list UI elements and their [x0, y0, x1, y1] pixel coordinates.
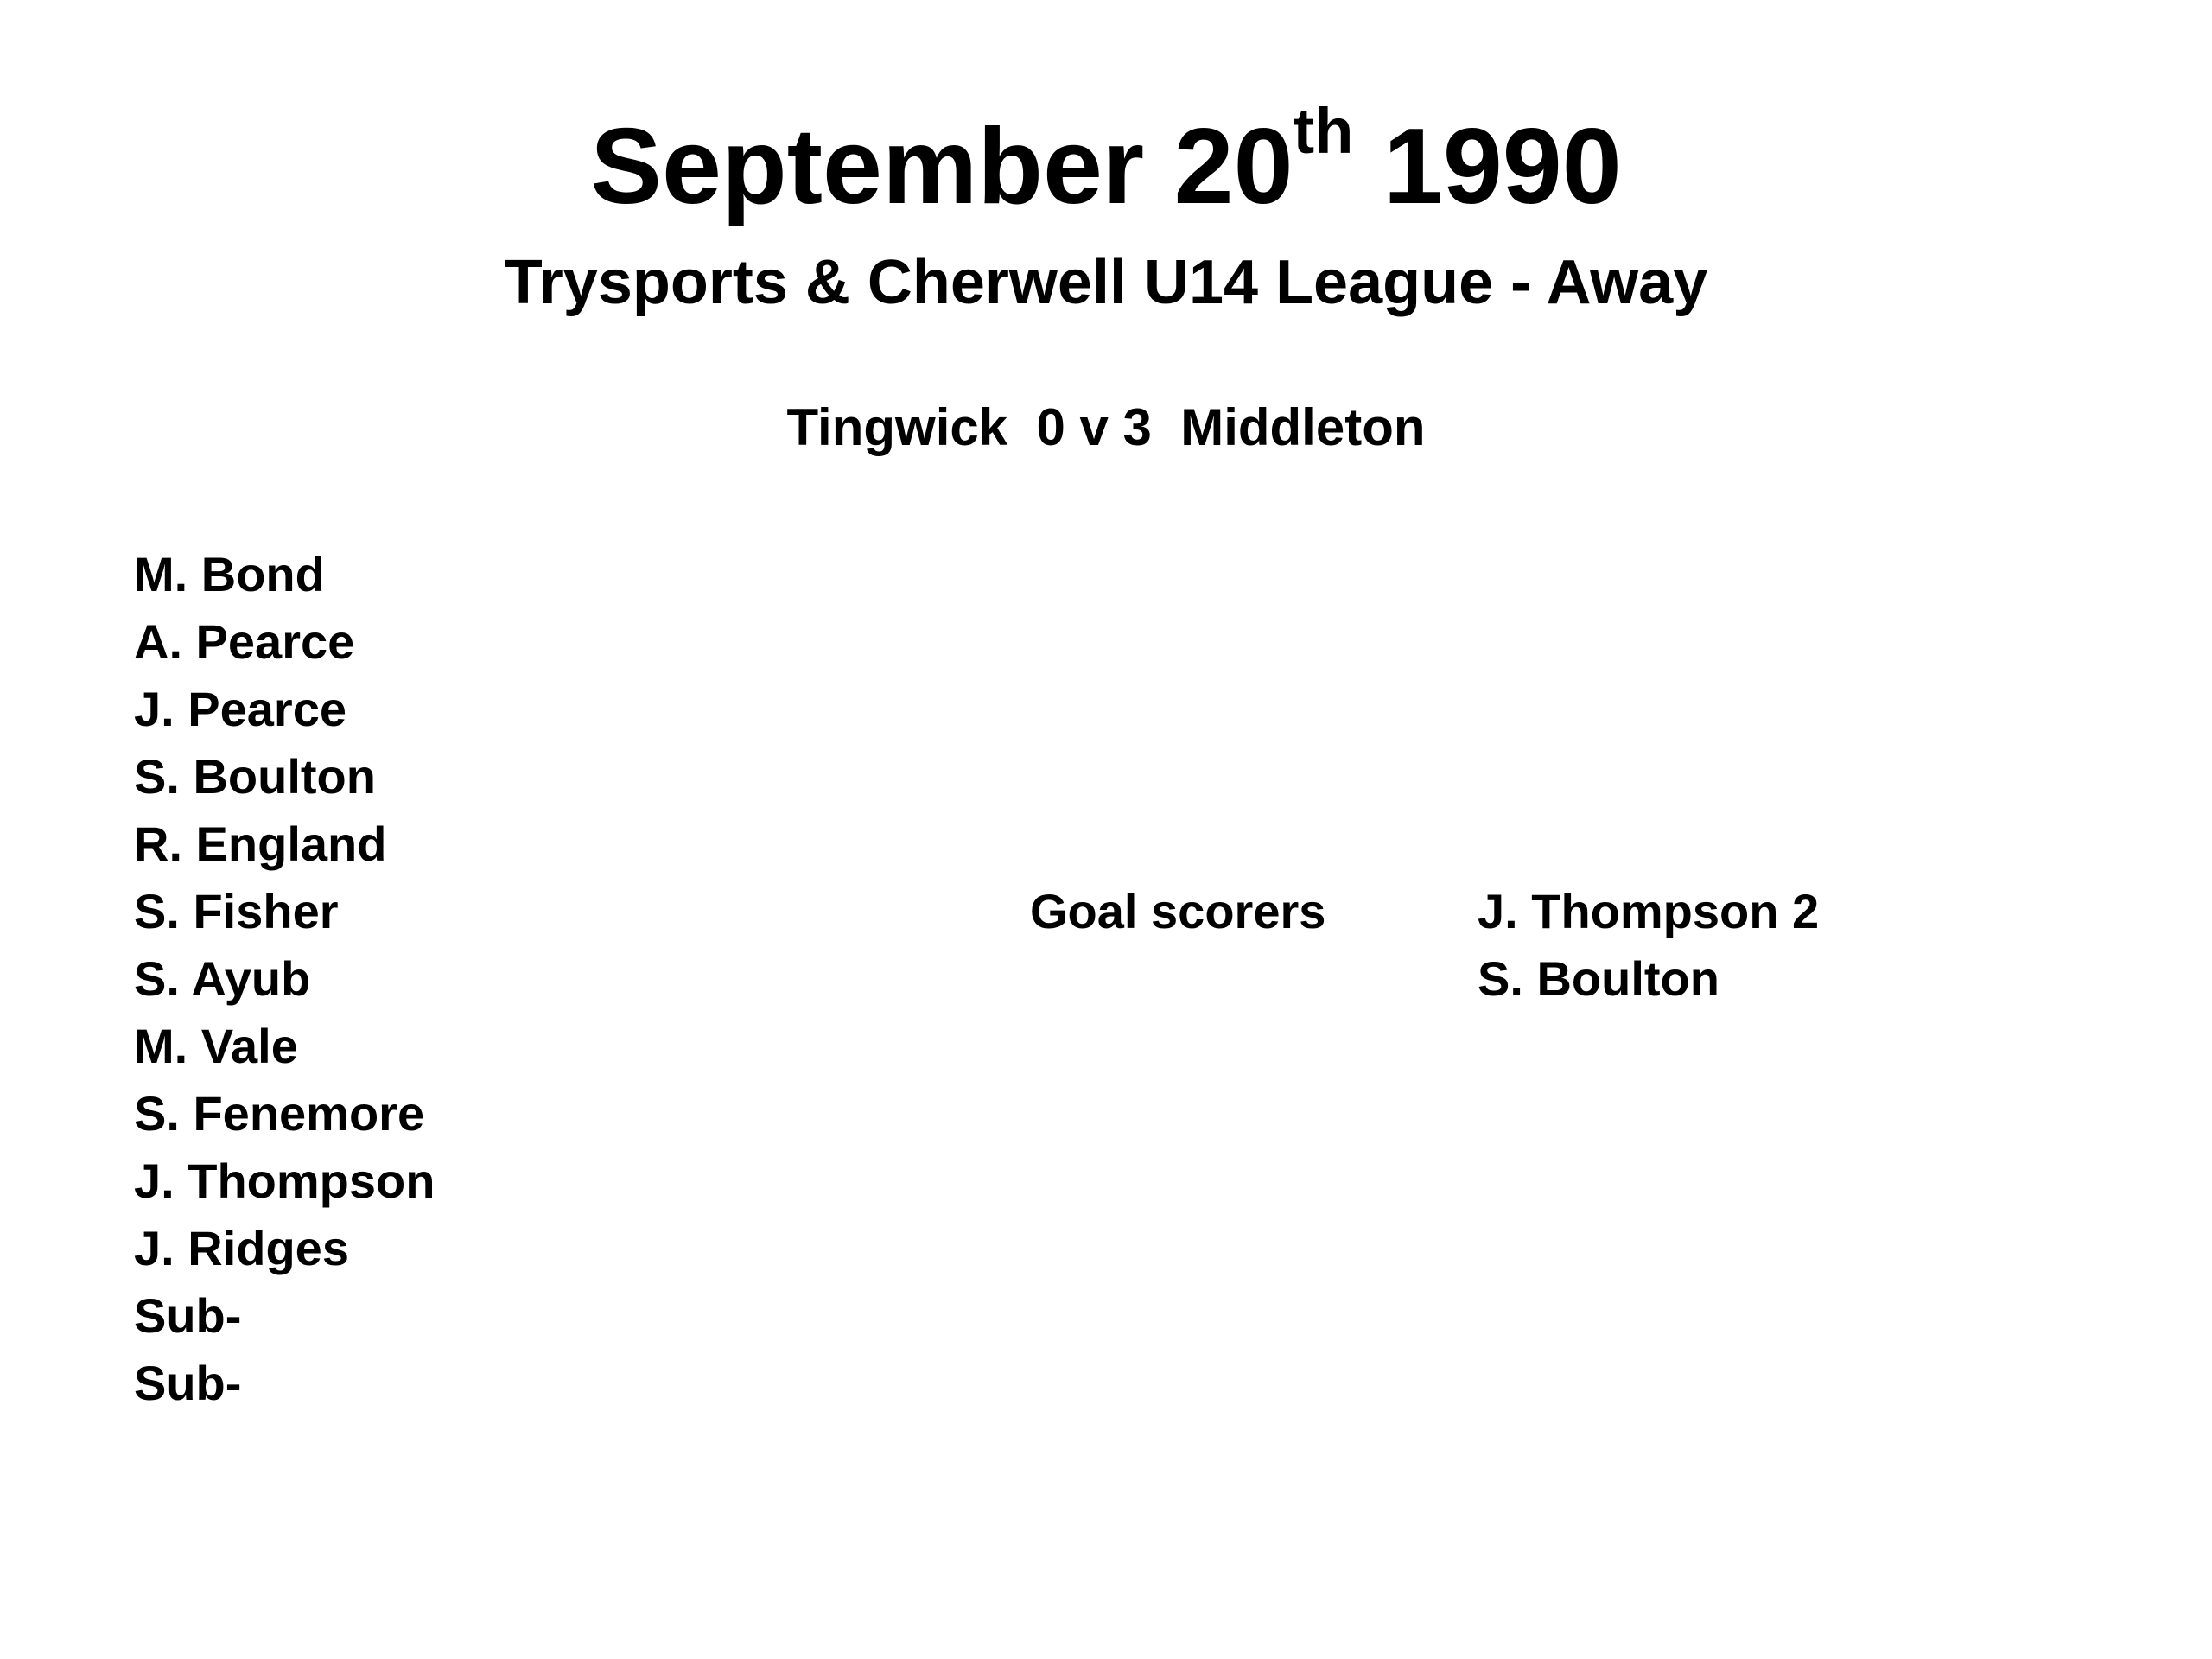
goal-scorer: J. Thompson 2: [1478, 884, 1820, 938]
goal-scorers-label: Goal scorers: [1030, 884, 1326, 938]
substitute-entry: Sub-: [134, 1356, 242, 1410]
player-name: A. Pearce: [134, 614, 355, 669]
player-name: S. Fenemore: [134, 1086, 425, 1141]
goal-scorer: S. Boulton: [1478, 951, 1719, 1006]
player-name: M. Vale: [134, 1019, 298, 1073]
player-name: S. Ayub: [134, 951, 311, 1006]
substitute-entry: Sub-: [134, 1288, 242, 1343]
page-title: [0, 95, 2212, 232]
goal-scorers-list: [1478, 878, 1819, 1013]
player-name: S. Fisher: [134, 884, 339, 938]
title-date: September 20: [590, 107, 1294, 226]
player-name: J. Pearce: [134, 682, 346, 736]
team-sheet: [134, 541, 435, 1417]
title-year: 1990: [1353, 107, 1622, 226]
player-name: M. Bond: [134, 547, 325, 601]
title-ordinal-suffix: th: [1293, 95, 1354, 167]
player-name: S. Boulton: [134, 749, 376, 804]
player-name: J. Thompson: [134, 1154, 435, 1208]
match-result: Tingwick 0 v 3 Middleton: [786, 398, 1426, 456]
player-name: R. England: [134, 817, 387, 871]
league-subtitle: Trysports & Cherwell U14 League - Away: [504, 248, 1708, 317]
player-name: J. Ridges: [134, 1221, 349, 1275]
